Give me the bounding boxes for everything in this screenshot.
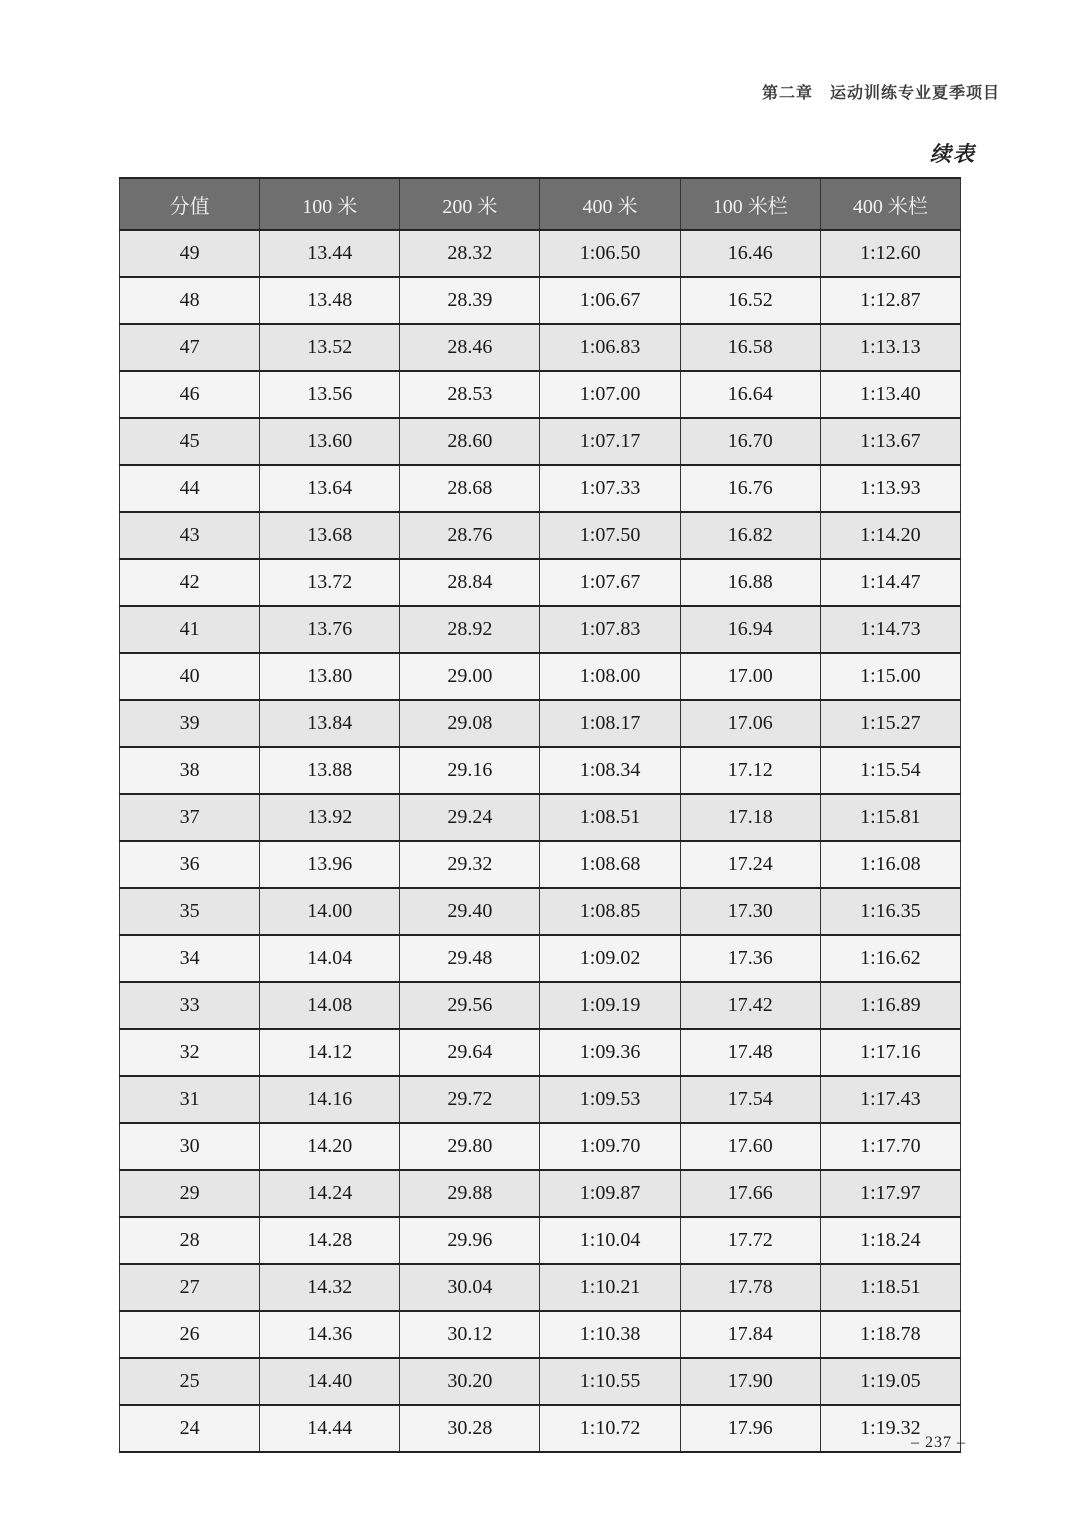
table-cell: 17.66	[680, 1170, 820, 1217]
table-cell: 41	[120, 606, 260, 653]
table-cell: 29.16	[400, 747, 540, 794]
table-cell: 31	[120, 1076, 260, 1123]
table-cell: 13.96	[260, 841, 400, 888]
table-cell: 17.84	[680, 1311, 820, 1358]
table-cell: 16.88	[680, 559, 820, 606]
table-cell: 17.30	[680, 888, 820, 935]
table-row	[120, 935, 961, 982]
table-cell: 14.12	[260, 1029, 400, 1076]
table-cell: 28.53	[400, 371, 540, 418]
table-cell: 29.48	[400, 935, 540, 982]
table-cell: 1:18.51	[820, 1264, 960, 1311]
table-cell: 1:07.17	[540, 418, 680, 465]
table-cell: 1:18.78	[820, 1311, 960, 1358]
table-cell: 28.92	[400, 606, 540, 653]
table-cell: 13.68	[260, 512, 400, 559]
table-cell: 1:09.87	[540, 1170, 680, 1217]
table-cell: 43	[120, 512, 260, 559]
table-cell: 13.44	[260, 230, 400, 277]
table-cell: 13.60	[260, 418, 400, 465]
table-cell: 1:14.20	[820, 512, 960, 559]
table-row	[120, 465, 961, 512]
table-cell: 1:15.81	[820, 794, 960, 841]
table-cell: 1:07.33	[540, 465, 680, 512]
table-cell: 1:06.83	[540, 324, 680, 371]
column-header: 400 米栏	[820, 178, 960, 230]
column-header: 100 米	[260, 178, 400, 230]
table-cell: 1:15.54	[820, 747, 960, 794]
table-cell: 49	[120, 230, 260, 277]
table-row	[120, 1029, 961, 1076]
table-cell: 1:16.89	[820, 982, 960, 1029]
table-cell: 17.06	[680, 700, 820, 747]
table-cell: 48	[120, 277, 260, 324]
table-cell: 16.46	[680, 230, 820, 277]
chapter-header: 第二章 运动训练专业夏季项目	[761, 85, 1000, 102]
table-cell: 13.92	[260, 794, 400, 841]
table-cell: 1:07.67	[540, 559, 680, 606]
table-cell: 1:08.68	[540, 841, 680, 888]
table-row	[120, 230, 961, 277]
table-cell: 28.60	[400, 418, 540, 465]
table-cell: 13.52	[260, 324, 400, 371]
table-cell: 1:19.32	[820, 1405, 960, 1452]
table-cell: 14.36	[260, 1311, 400, 1358]
table-row	[120, 794, 961, 841]
table-cell: 1:08.00	[540, 653, 680, 700]
table-cell: 30.20	[400, 1358, 540, 1405]
table-row	[120, 700, 961, 747]
table-cell: 1:12.87	[820, 277, 960, 324]
table-cell: 30.12	[400, 1311, 540, 1358]
column-header: 分值	[120, 178, 260, 230]
table-row	[120, 1405, 961, 1452]
table-cell: 13.88	[260, 747, 400, 794]
table-cell: 17.60	[680, 1123, 820, 1170]
table-cell: 42	[120, 559, 260, 606]
table-cell: 17.42	[680, 982, 820, 1029]
table-cell: 16.52	[680, 277, 820, 324]
table-cell: 28.84	[400, 559, 540, 606]
table-cell: 17.78	[680, 1264, 820, 1311]
table-cell: 44	[120, 465, 260, 512]
header-row	[120, 178, 961, 230]
table-row	[120, 371, 961, 418]
table-cell: 1:09.02	[540, 935, 680, 982]
table-cell: 17.24	[680, 841, 820, 888]
table-cell: 1:07.83	[540, 606, 680, 653]
table-cell: 1:13.67	[820, 418, 960, 465]
table-cell: 1:17.43	[820, 1076, 960, 1123]
table-cell: 1:12.60	[820, 230, 960, 277]
table-cell: 28.68	[400, 465, 540, 512]
table-cell: 14.40	[260, 1358, 400, 1405]
table-cell: 30	[120, 1123, 260, 1170]
table-cell: 47	[120, 324, 260, 371]
table-cell: 16.76	[680, 465, 820, 512]
table-cell: 14.44	[260, 1405, 400, 1452]
table-row	[120, 1076, 961, 1123]
table-cell: 14.32	[260, 1264, 400, 1311]
table-cell: 1:07.50	[540, 512, 680, 559]
table-cell: 29.80	[400, 1123, 540, 1170]
table-cell: 1:08.34	[540, 747, 680, 794]
table-cell: 1:15.00	[820, 653, 960, 700]
table-row	[120, 1311, 961, 1358]
table-cell: 1:16.08	[820, 841, 960, 888]
table-cell: 1:14.73	[820, 606, 960, 653]
table-row	[120, 747, 961, 794]
table-cell: 33	[120, 982, 260, 1029]
continued-table-label: 续表	[930, 142, 976, 166]
table-cell: 14.16	[260, 1076, 400, 1123]
table-cell: 25	[120, 1358, 260, 1405]
table-cell: 14.04	[260, 935, 400, 982]
table-cell: 13.64	[260, 465, 400, 512]
table-cell: 1:13.40	[820, 371, 960, 418]
table-cell: 13.80	[260, 653, 400, 700]
table-cell: 27	[120, 1264, 260, 1311]
table-cell: 17.48	[680, 1029, 820, 1076]
table-cell: 17.00	[680, 653, 820, 700]
table-cell: 1:18.24	[820, 1217, 960, 1264]
table-cell: 30.04	[400, 1264, 540, 1311]
table-row	[120, 324, 961, 371]
table-cell: 17.54	[680, 1076, 820, 1123]
table-cell: 1:17.70	[820, 1123, 960, 1170]
table-cell: 36	[120, 841, 260, 888]
table-cell: 46	[120, 371, 260, 418]
table-cell: 29.08	[400, 700, 540, 747]
table-cell: 45	[120, 418, 260, 465]
table-cell: 17.72	[680, 1217, 820, 1264]
table-cell: 1:16.35	[820, 888, 960, 935]
table-cell: 29.32	[400, 841, 540, 888]
table-cell: 14.28	[260, 1217, 400, 1264]
table-cell: 1:15.27	[820, 700, 960, 747]
table-row	[120, 1217, 961, 1264]
column-header: 400 米	[540, 178, 680, 230]
table-cell: 17.36	[680, 935, 820, 982]
table-cell: 13.56	[260, 371, 400, 418]
table-cell: 13.84	[260, 700, 400, 747]
table-cell: 17.96	[680, 1405, 820, 1452]
table-cell: 1:08.17	[540, 700, 680, 747]
table-cell: 29.96	[400, 1217, 540, 1264]
table-cell: 1:13.93	[820, 465, 960, 512]
table-row	[120, 1123, 961, 1170]
table-cell: 1:17.97	[820, 1170, 960, 1217]
table-cell: 1:09.19	[540, 982, 680, 1029]
table-row	[120, 1264, 961, 1311]
table-cell: 14.24	[260, 1170, 400, 1217]
table-row	[120, 512, 961, 559]
table-cell: 29.72	[400, 1076, 540, 1123]
table-cell: 40	[120, 653, 260, 700]
table-cell: 29.56	[400, 982, 540, 1029]
table-cell: 1:17.16	[820, 1029, 960, 1076]
table-cell: 13.76	[260, 606, 400, 653]
table-row	[120, 888, 961, 935]
table-row	[120, 277, 961, 324]
table-row	[120, 418, 961, 465]
table-cell: 29.88	[400, 1170, 540, 1217]
table-cell: 1:10.55	[540, 1358, 680, 1405]
table-cell: 29	[120, 1170, 260, 1217]
table-cell: 38	[120, 747, 260, 794]
table-cell: 17.90	[680, 1358, 820, 1405]
table-cell: 1:07.00	[540, 371, 680, 418]
table-row	[120, 841, 961, 888]
table-cell: 35	[120, 888, 260, 935]
table-cell: 1:10.38	[540, 1311, 680, 1358]
table-cell: 34	[120, 935, 260, 982]
table-cell: 16.94	[680, 606, 820, 653]
table-cell: 28.39	[400, 277, 540, 324]
column-header: 200 米	[400, 178, 540, 230]
score-table	[119, 177, 961, 1453]
table-cell: 16.82	[680, 512, 820, 559]
table-cell: 1:09.36	[540, 1029, 680, 1076]
table-row	[120, 606, 961, 653]
table-row	[120, 1170, 961, 1217]
table-cell: 24	[120, 1405, 260, 1452]
table-cell: 1:08.51	[540, 794, 680, 841]
table-cell: 28	[120, 1217, 260, 1264]
table-cell: 1:14.47	[820, 559, 960, 606]
table-cell: 1:10.72	[540, 1405, 680, 1452]
table-cell: 28.46	[400, 324, 540, 371]
table-cell: 1:19.05	[820, 1358, 960, 1405]
table-cell: 1:08.85	[540, 888, 680, 935]
table-cell: 29.40	[400, 888, 540, 935]
table-cell: 14.08	[260, 982, 400, 1029]
table-cell: 14.20	[260, 1123, 400, 1170]
table-cell: 17.12	[680, 747, 820, 794]
table-cell: 17.18	[680, 794, 820, 841]
table-cell: 16.64	[680, 371, 820, 418]
page-number: – 237 –	[911, 1434, 966, 1451]
table-cell: 1:10.21	[540, 1264, 680, 1311]
table-cell: 29.00	[400, 653, 540, 700]
table-cell: 1:06.67	[540, 277, 680, 324]
table-cell: 29.24	[400, 794, 540, 841]
table-cell: 1:16.62	[820, 935, 960, 982]
table-cell: 1:06.50	[540, 230, 680, 277]
table-cell: 13.48	[260, 277, 400, 324]
table-cell: 14.00	[260, 888, 400, 935]
table-cell: 26	[120, 1311, 260, 1358]
table-cell: 13.72	[260, 559, 400, 606]
table-cell: 39	[120, 700, 260, 747]
table-cell: 1:10.04	[540, 1217, 680, 1264]
table-cell: 30.28	[400, 1405, 540, 1452]
table-cell: 16.70	[680, 418, 820, 465]
table-cell: 1:13.13	[820, 324, 960, 371]
table-row	[120, 982, 961, 1029]
table-cell: 29.64	[400, 1029, 540, 1076]
table-row	[120, 1358, 961, 1405]
table-row	[120, 559, 961, 606]
score-table-head	[120, 178, 961, 230]
table-cell: 28.76	[400, 512, 540, 559]
table-cell: 28.32	[400, 230, 540, 277]
table-cell: 37	[120, 794, 260, 841]
table-cell: 1:09.70	[540, 1123, 680, 1170]
score-table-body	[120, 230, 961, 1452]
table-cell: 1:09.53	[540, 1076, 680, 1123]
table-cell: 32	[120, 1029, 260, 1076]
table-row	[120, 653, 961, 700]
column-header: 100 米栏	[680, 178, 820, 230]
table-cell: 16.58	[680, 324, 820, 371]
